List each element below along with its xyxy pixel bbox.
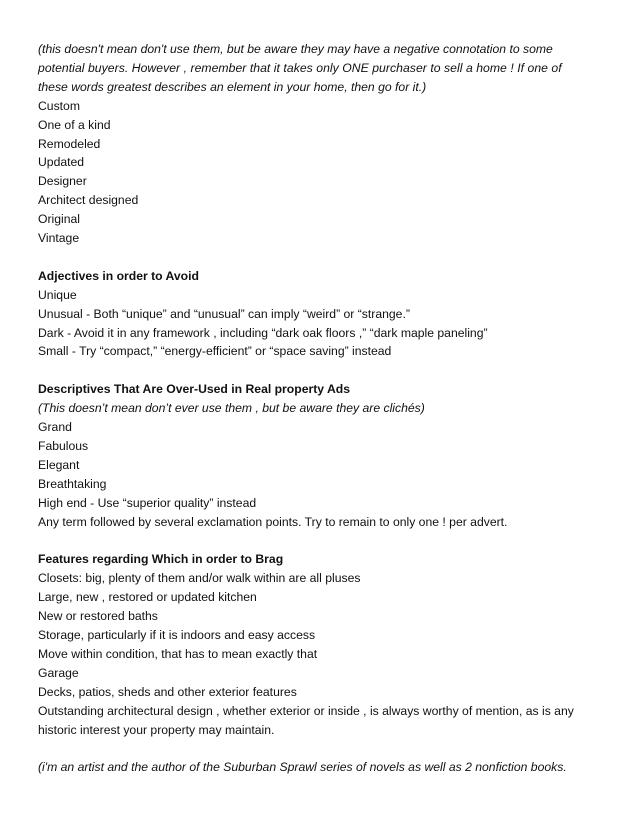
list-item: Small - Try “compact,” “energy-efficient” or “space saving” instead: [38, 344, 392, 359]
list-item: New or restored baths: [38, 609, 158, 624]
intro-section: [38, 40, 598, 248]
list-item: Vintage: [38, 231, 80, 246]
section-spacer: [38, 739, 598, 758]
list-item: Original: [38, 212, 80, 227]
section-spacer: [38, 361, 598, 380]
list-item: Move within condition, that has to mean exactly that: [38, 646, 318, 661]
author-note: (i'm an artist and the author of the Suburban Sprawl series of novels as well as 2 nonfiction books.: [38, 760, 567, 775]
list-item: Remodeled: [38, 136, 101, 151]
list-item: Garage: [38, 665, 79, 680]
section-spacer: [38, 248, 598, 267]
list-item: One of a kind: [38, 117, 111, 132]
list-item: Unique: [38, 287, 77, 302]
list-item: Closets: big, plenty of them and/or walk within are all pluses: [38, 571, 361, 586]
list-item: Elegant: [38, 457, 80, 472]
list-item: Dark - Avoid it in any framework , including “dark oak floors ,” “dark maple paneling”: [38, 325, 488, 340]
list-item: Designer: [38, 174, 87, 189]
list-item: Custom: [38, 98, 80, 113]
list-item: historic interest your property may maintain.: [38, 722, 275, 737]
list-item: Updated: [38, 155, 85, 170]
section-heading: Adjectives in order to Avoid: [38, 268, 199, 283]
list-item: Breathtaking: [38, 476, 107, 491]
section-heading: Features regarding Which in order to Brag: [38, 552, 284, 567]
avoid-section: [38, 267, 598, 362]
brag-section: [38, 550, 598, 739]
section-note: (This doesn’t mean don’t ever use them , but be aware they are clichés): [38, 401, 425, 416]
list-item: Storage, particularly if it is indoors and easy access: [38, 628, 316, 643]
list-item: Architect designed: [38, 193, 139, 208]
intro-note-line: (this doesn't mean don't use them, but be aware they may have a negative connotation to some: [38, 42, 553, 56]
section-heading: Descriptives That Are Over-Used in Real property Ads: [38, 382, 351, 397]
intro-note-line: these words greatest describes an element in your home, then go for it.): [38, 79, 427, 94]
list-item: Any term followed by several exclamation points. Try to remain to only one ! per advert.: [38, 514, 508, 529]
list-item: High end - Use “superior quality” instead: [38, 495, 257, 510]
list-item: Unusual - Both “unique” and “unusual” can imply “weird” or “strange.”: [38, 306, 410, 321]
list-item: Large, new , restored or updated kitchen: [38, 590, 257, 605]
list-item: Outstanding architectural design , whether exterior or inside , is always worthy of mention, as is any: [38, 703, 574, 718]
list-item: Decks, patios, sheds and other exterior features: [38, 684, 297, 699]
section-spacer: [38, 532, 598, 551]
overused-section: [38, 380, 598, 531]
intro-note-line: potential buyers. However , remember that it takes only ONE purchaser to sell a home ! If one of: [38, 60, 562, 75]
list-item: Grand: [38, 420, 72, 435]
document-page: [38, 40, 598, 777]
list-item: Fabulous: [38, 439, 89, 453]
